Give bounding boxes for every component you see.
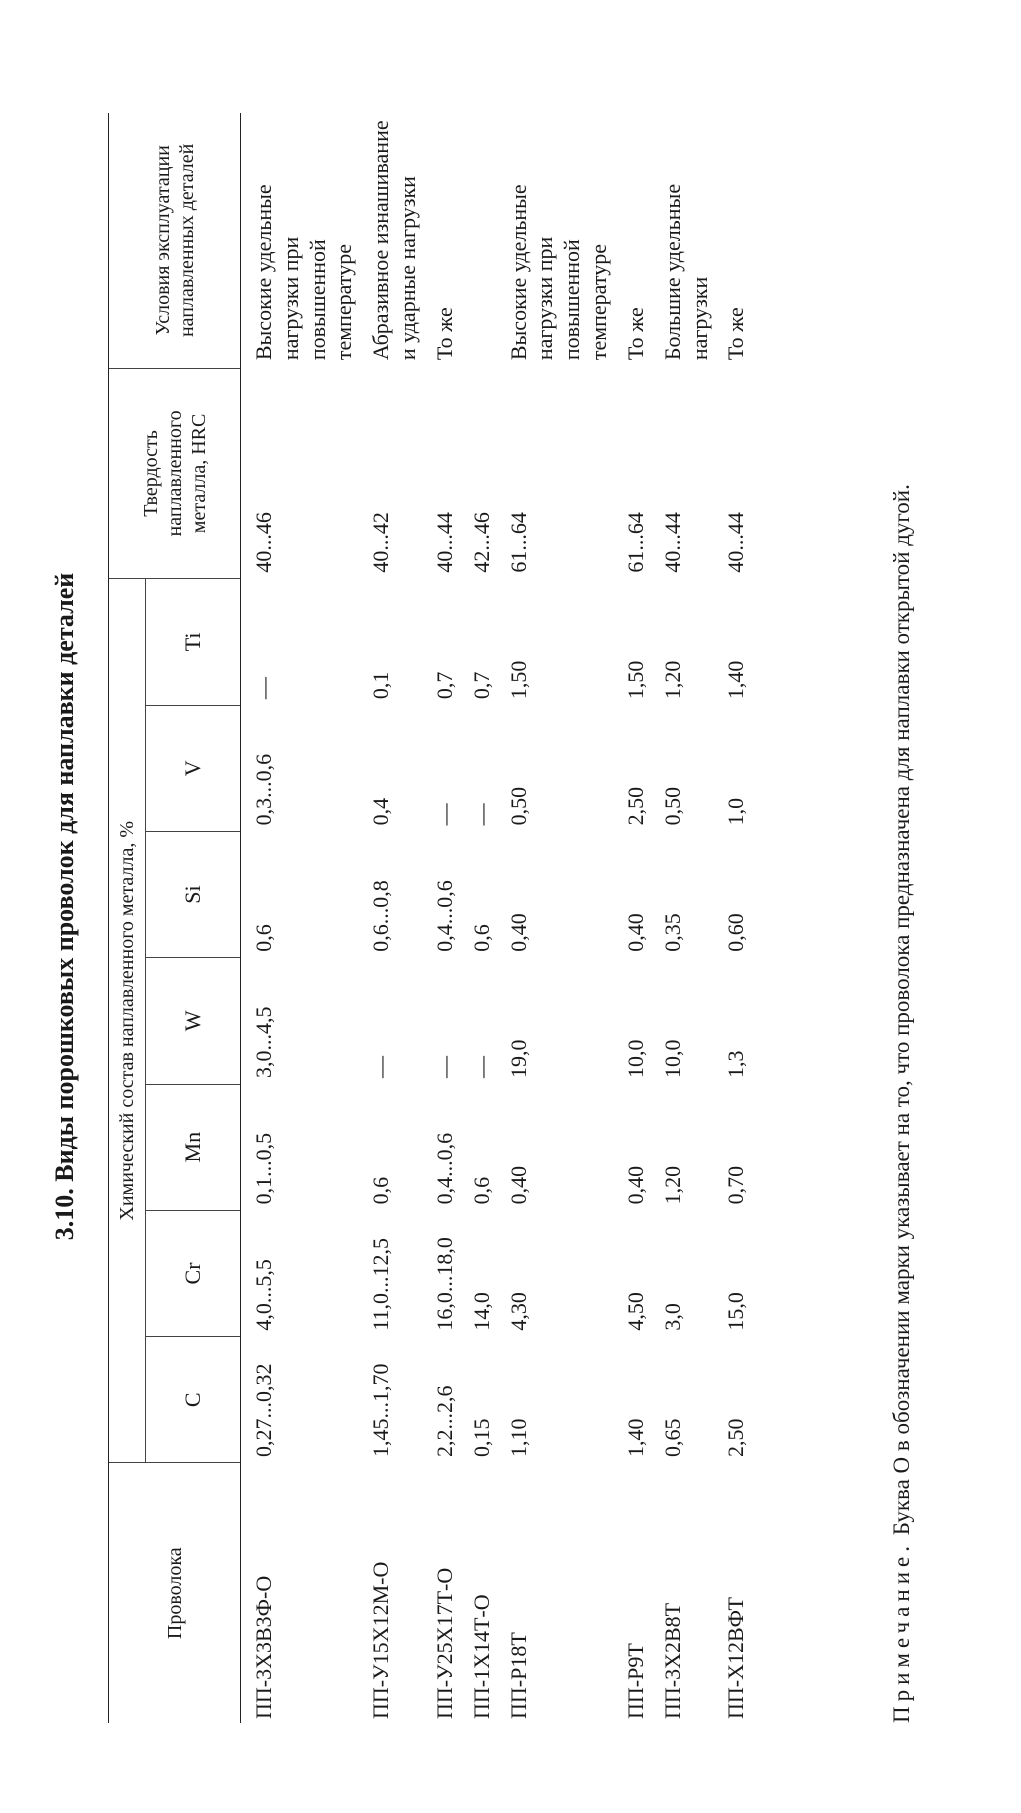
cell-cr: 15,0 [723,1292,749,1331]
cell-w: 10,0 [622,1039,648,1079]
header-composition: Химический состав наплавленного металла, % [109,579,146,1463]
cell-cr: 11,0...12,5 [368,1237,394,1331]
cell-hrc: 42...46 [468,512,494,573]
cell-mn: 1,20 [659,1165,685,1205]
header-element: Cr [146,1210,241,1336]
cell-wire: ПП-Х12ВФТ [723,1597,749,1719]
note-text: Буква О в обозначении марки указывает на то, что проволока предназначена для наплавки открытой дугой. [889,484,914,1536]
cell-wire: ПП-3Х3В3Ф-О [251,1575,276,1719]
cell-v: — [468,803,494,826]
cell-conditions: Большие удельные нагрузки [659,183,712,361]
cell-mn: 0,70 [723,1165,749,1205]
cell-wire: ПП-У15Х12М-О [368,1561,394,1719]
cell-v: 1,0 [723,797,749,826]
table-note [888,113,917,1723]
header-wire: Проволока [109,1463,241,1723]
cell-w: 10,0 [659,1039,685,1079]
cell-si: 0,6...0,8 [368,880,394,952]
cell-w: — [431,1056,457,1079]
table-row [655,113,719,1723]
table-row [501,113,618,1723]
cell-cr: 4,30 [505,1292,531,1331]
cell-conditions: Абразивное изнашивание и ударные нагрузки [368,120,421,361]
cell-hrc: 40...44 [659,512,685,573]
cell-conditions: То же [431,307,457,361]
cell-ti: 1,50 [622,660,648,700]
header-hardness: Твердость наплавленного металла, HRC [109,368,241,579]
table-row [427,113,464,1723]
cell-v: — [431,803,457,826]
header-element: Si [146,831,241,957]
cell-c: 1,10 [505,1418,531,1457]
cell-c: 2,50 [723,1418,749,1457]
cell-v: 0,3...0,6 [251,753,276,826]
cell-ti: 0,7 [431,671,457,700]
cell-si: 0,6 [468,924,494,952]
cell-ti: — [251,677,276,700]
cell-c: 0,15 [468,1418,494,1457]
cell-w: — [368,1056,394,1079]
table-row [241,113,364,1723]
table-row [363,113,427,1723]
cell-c: 1,40 [622,1418,648,1457]
table-row [464,113,501,1723]
cell-w: 3,0...4,5 [251,1006,276,1079]
header-element: V [146,705,241,831]
cell-mn: 0,6 [368,1176,394,1205]
cell-wire: ПП-У25Х17Т-О [431,1567,457,1719]
cell-c: 2,2...2,6 [431,1385,457,1457]
cell-mn: 0,6 [468,1176,494,1205]
cell-hrc: 40...44 [723,512,749,573]
cell-hrc: 40...44 [431,512,457,573]
cell-c: 1,45...1,70 [368,1363,394,1457]
cell-w: 19,0 [505,1039,531,1079]
cell-v: 0,50 [505,786,531,826]
cell-hrc: 61...64 [622,512,648,573]
cell-cr: 4,0...5,5 [251,1259,276,1331]
cell-mn: 0,1...0,5 [251,1132,276,1205]
cell-c: 0,27...0,32 [251,1363,276,1457]
cell-mn: 0,40 [505,1165,531,1205]
cell-mn: 0,40 [622,1165,648,1205]
cell-w: — [468,1056,494,1079]
table-row [618,113,655,1723]
cell-wire: ПП-1Х14Т-О [468,1594,494,1719]
cell-cr: 16,0...18,0 [431,1237,457,1331]
header-element: W [146,958,241,1084]
cell-conditions: То же [723,307,749,361]
cell-v: 2,50 [622,786,648,826]
cell-conditions [464,113,501,368]
cell-si: 0,60 [723,913,749,952]
table-row [718,113,755,1723]
cell-conditions: То же [622,307,648,361]
cell-hrc: 40...46 [251,512,276,573]
cell-hrc: 40...42 [368,512,394,573]
cell-wire: ПП-Р18Т [505,1632,531,1719]
cell-si: 0,40 [505,913,531,952]
cell-ti: 1,20 [659,660,685,700]
cell-v: 0,50 [659,786,685,826]
cell-c: 0,65 [659,1418,685,1457]
cell-si: 0,40 [622,913,648,952]
cell-cr: 14,0 [468,1292,494,1331]
cell-si: 0,35 [659,913,685,952]
cell-conditions: Высокие удельные нагрузки при повышенной температуре [505,184,612,361]
header-conditions: Условия эксплуатации наплавленных деталей [109,113,241,368]
cell-cr: 3,0 [659,1303,685,1331]
cell-cr: 4,50 [622,1292,648,1331]
cell-wire: ПП-3Х2В8Т [659,1602,685,1719]
cell-w: 1,3 [723,1050,749,1079]
cell-mn: 0,4...0,6 [431,1132,457,1205]
cell-wire: ПП-Р9Т [622,1643,648,1719]
table-title: 3.10. Виды порошковых проволок для наплавки деталей [50,572,79,1241]
cell-ti: 1,40 [723,660,749,700]
header-element: C [146,1337,241,1463]
cell-ti: 1,50 [505,660,531,700]
cell-conditions: Высокие удельные нагрузки при повышенной температуре [251,184,357,361]
cell-v: 0,4 [368,797,394,826]
cell-hrc: 61...64 [505,512,531,573]
cell-si: 0,6 [251,924,276,952]
cell-ti: 0,1 [368,671,394,700]
note-label: Примечание. [889,1541,914,1723]
header-element: Mn [146,1084,241,1210]
cell-ti: 0,7 [468,671,494,700]
header-element: Ti [146,579,241,705]
cell-si: 0,4...0,6 [431,880,457,952]
wire-table [108,113,755,1723]
